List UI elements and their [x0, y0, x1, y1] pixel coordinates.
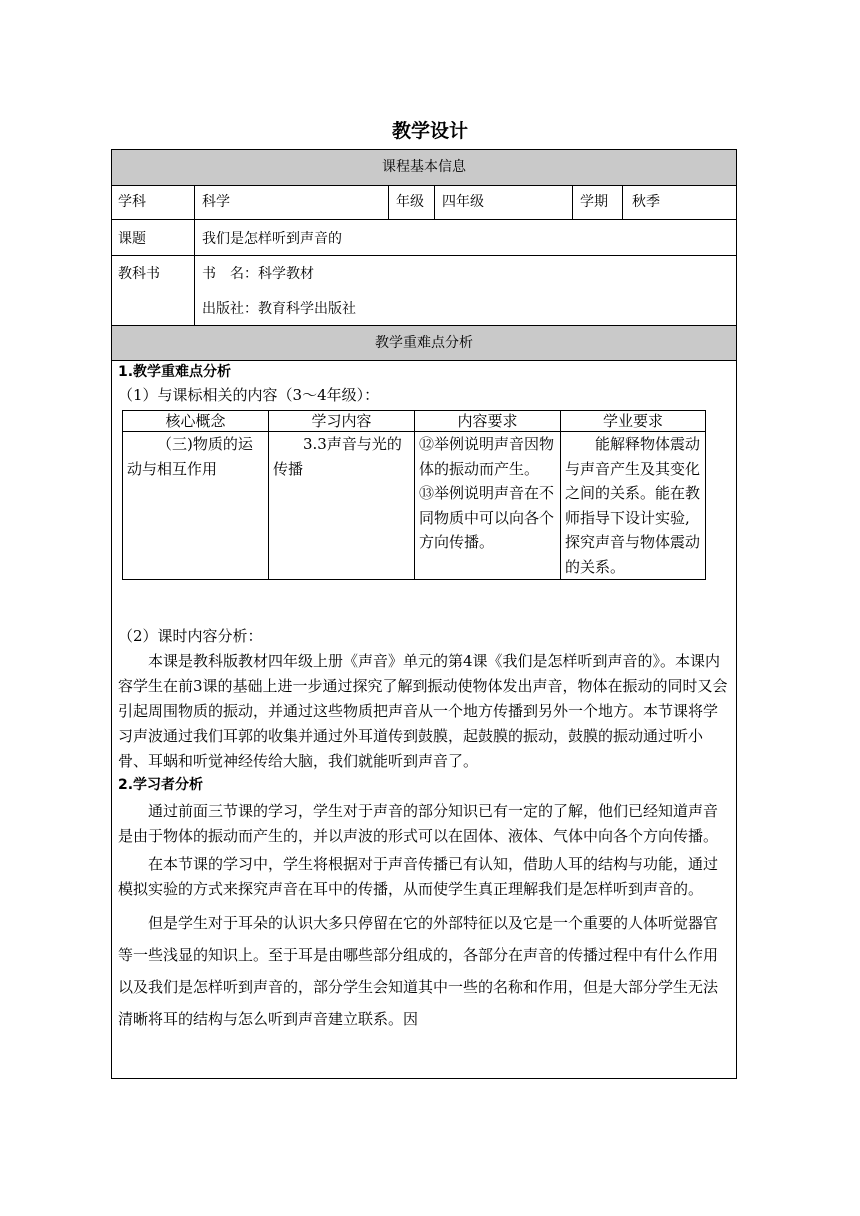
learner-paragraph-1: 通过前面三节课的学习，学生对于声音的部分知识已有一定的了解，他们已经知道声音是由于物体的振动而产生的，并以声波的形式可以在固体、液体、气体中向各个方向传播。 — [118, 802, 719, 845]
topic-value: 我们是怎样听到声音的 — [202, 231, 342, 247]
grade-label: 年级 — [396, 194, 424, 210]
lesson-analysis-paragraph: 本课是教科版教材四年级上册《声音》单元的第4课《我们是怎样听到声音的》。本课内容学生在前3课的基础上进一步通过探究了解到振动使物体发出声音，物体在振动的同时又会引起周围物质的振动，并通过这些物质把声音从一个地方传播到另外一个地方。本节课将学习声波通过我们耳郭的收集并通过外耳道传到鼓膜，起鼓膜的振动，鼓膜的振动通过听小骨、耳蜗和听觉神经传给大脑，我们就能听到声音了。 — [118, 652, 728, 770]
header-content-requirement: 内容要求 — [415, 411, 561, 432]
cell-academic-requirement: 能解释物体震动与声音产生及其变化之间的关系。能在教师指导下设计实验,探究声音与物体震动的关系。 — [561, 432, 706, 580]
cell-content-requirement — [415, 432, 561, 580]
textbook-label: 教科书 — [118, 266, 160, 282]
analysis-band: 教学重难点分析 — [112, 326, 736, 360]
analysis-intro — [118, 361, 730, 407]
header-learning-content: 学习内容 — [269, 411, 415, 432]
topic-label: 课题 — [118, 231, 146, 247]
learner-paragraph-2: 在本节课的学习中，学生将根据对于声音传播已有认知，借助人耳的结构与功能，通过模拟实验的方式来探究声音在耳中的传播，从而使学生真正理解我们是怎样听到声音的。 — [118, 855, 719, 898]
table-header-row — [123, 411, 706, 432]
section-heading-1: 1.教学重难点分析 — [118, 364, 232, 380]
header-academic-requirement: 学业要求 — [561, 411, 706, 432]
cell-core-concept: （三)物质的运动与相互作用 — [123, 432, 269, 580]
page-title: 教学设计 — [391, 120, 468, 142]
design-table — [111, 149, 737, 1079]
learner-paragraph-3: 但是学生对于耳朵的认识大多只停留在它的外部特征以及它是一个重要的人体听觉器官等一些浅显的知识上。至于耳是由哪些部分组成的，各部分在声音的传播过程中有什么作用以及我们是怎样听到声音的，部分学生会知道其中一些的名称和作用，但是大部分学生无法清晰将耳的结构与怎么听到声音建立联系。因 — [118, 914, 719, 1028]
analysis-body — [118, 624, 730, 1035]
requirement-12: ⑫举例说明声音因物体的振动而产生。 — [419, 435, 555, 478]
standards-subheading: （1）与课标相关的内容（3～4年级）： — [118, 386, 380, 404]
cell-learning-content: 3.3声音与光的传播 — [269, 432, 415, 580]
basic-info-band: 课程基本信息 — [112, 150, 736, 185]
lesson-analysis-subheading: （2）课时内容分析： — [118, 627, 263, 645]
term-value: 秋季 — [632, 194, 660, 210]
header-core-concept: 核心概念 — [123, 411, 269, 432]
textbook-publisher: 出版社：教育科学出版社 — [202, 301, 356, 317]
term-label: 学期 — [580, 194, 608, 210]
textbook-name: 书 名：科学教材 — [202, 266, 314, 282]
table-row — [123, 432, 706, 580]
grade-value: 四年级 — [442, 194, 484, 210]
subject-label: 学科 — [118, 194, 146, 210]
standards-table — [122, 410, 706, 580]
subject-value: 科学 — [202, 194, 230, 210]
section-heading-2: 2.学习者分析 — [118, 777, 204, 793]
requirement-13: ⑬举例说明声音在不同物质中可以向各个方向传播。 — [419, 484, 555, 551]
